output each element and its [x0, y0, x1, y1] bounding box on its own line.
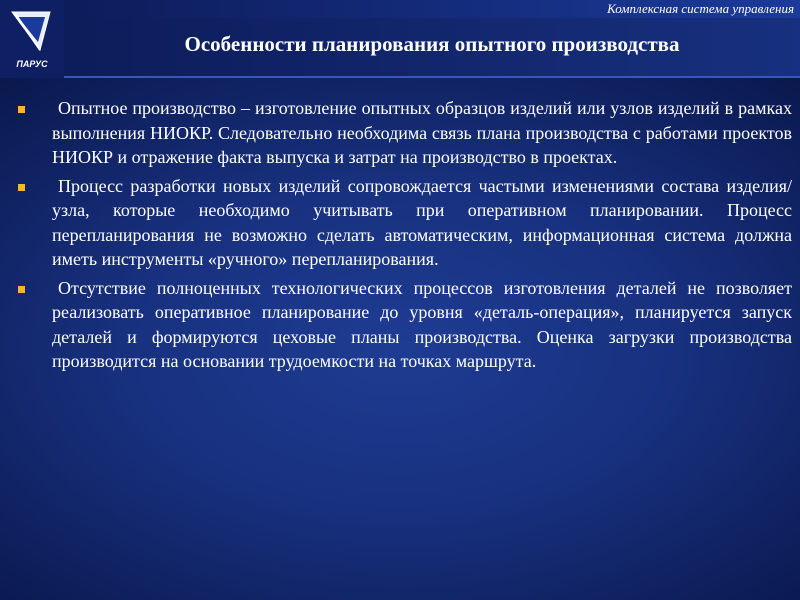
title-band [64, 18, 800, 76]
bullet-text: Процесс разработки новых изделий сопровождается частыми изменениями состава изделия/узла, которые необходимо учитывать при оперативном планировании. Процесс перепланирования не возможно сделать автоматическим, информационная система должна иметь инструменты «ручного» перепланирования. [52, 175, 792, 269]
bullet-text: Опытное производство – изготовление опытных образцов изделий или узлов изделий в рамках выполнения НИОКР. Следовательно необходима связь плана производства с работами проектов НИОКР и отражение факта выпуска и затрат на производство в проектах. [52, 98, 792, 167]
bullet-square-icon [18, 106, 25, 113]
top-strip [64, 0, 800, 18]
tagline: Комплексная система управления [607, 1, 794, 16]
list-item [18, 276, 792, 374]
bullet-square-icon [18, 286, 25, 293]
title-divider [64, 76, 800, 78]
logo-text: ПАРУС [16, 59, 48, 69]
bullet-list [18, 96, 792, 378]
list-item [18, 96, 792, 170]
bullet-text: Отсутствие полноценных технологических процессов изготовления деталей не позволяет реализовать оперативное планирование до уровня «деталь-операция», планируется запуск деталей и формируются цеховые планы производства. Оценка загрузки производства производится на основании трудоемкости на точках маршрута. [52, 277, 792, 371]
page-title: Особенности планирования опытного производства [184, 32, 680, 56]
bullet-square-icon [18, 184, 25, 191]
parus-logo-icon [0, 0, 64, 78]
company-logo [0, 0, 64, 78]
list-item [18, 174, 792, 272]
